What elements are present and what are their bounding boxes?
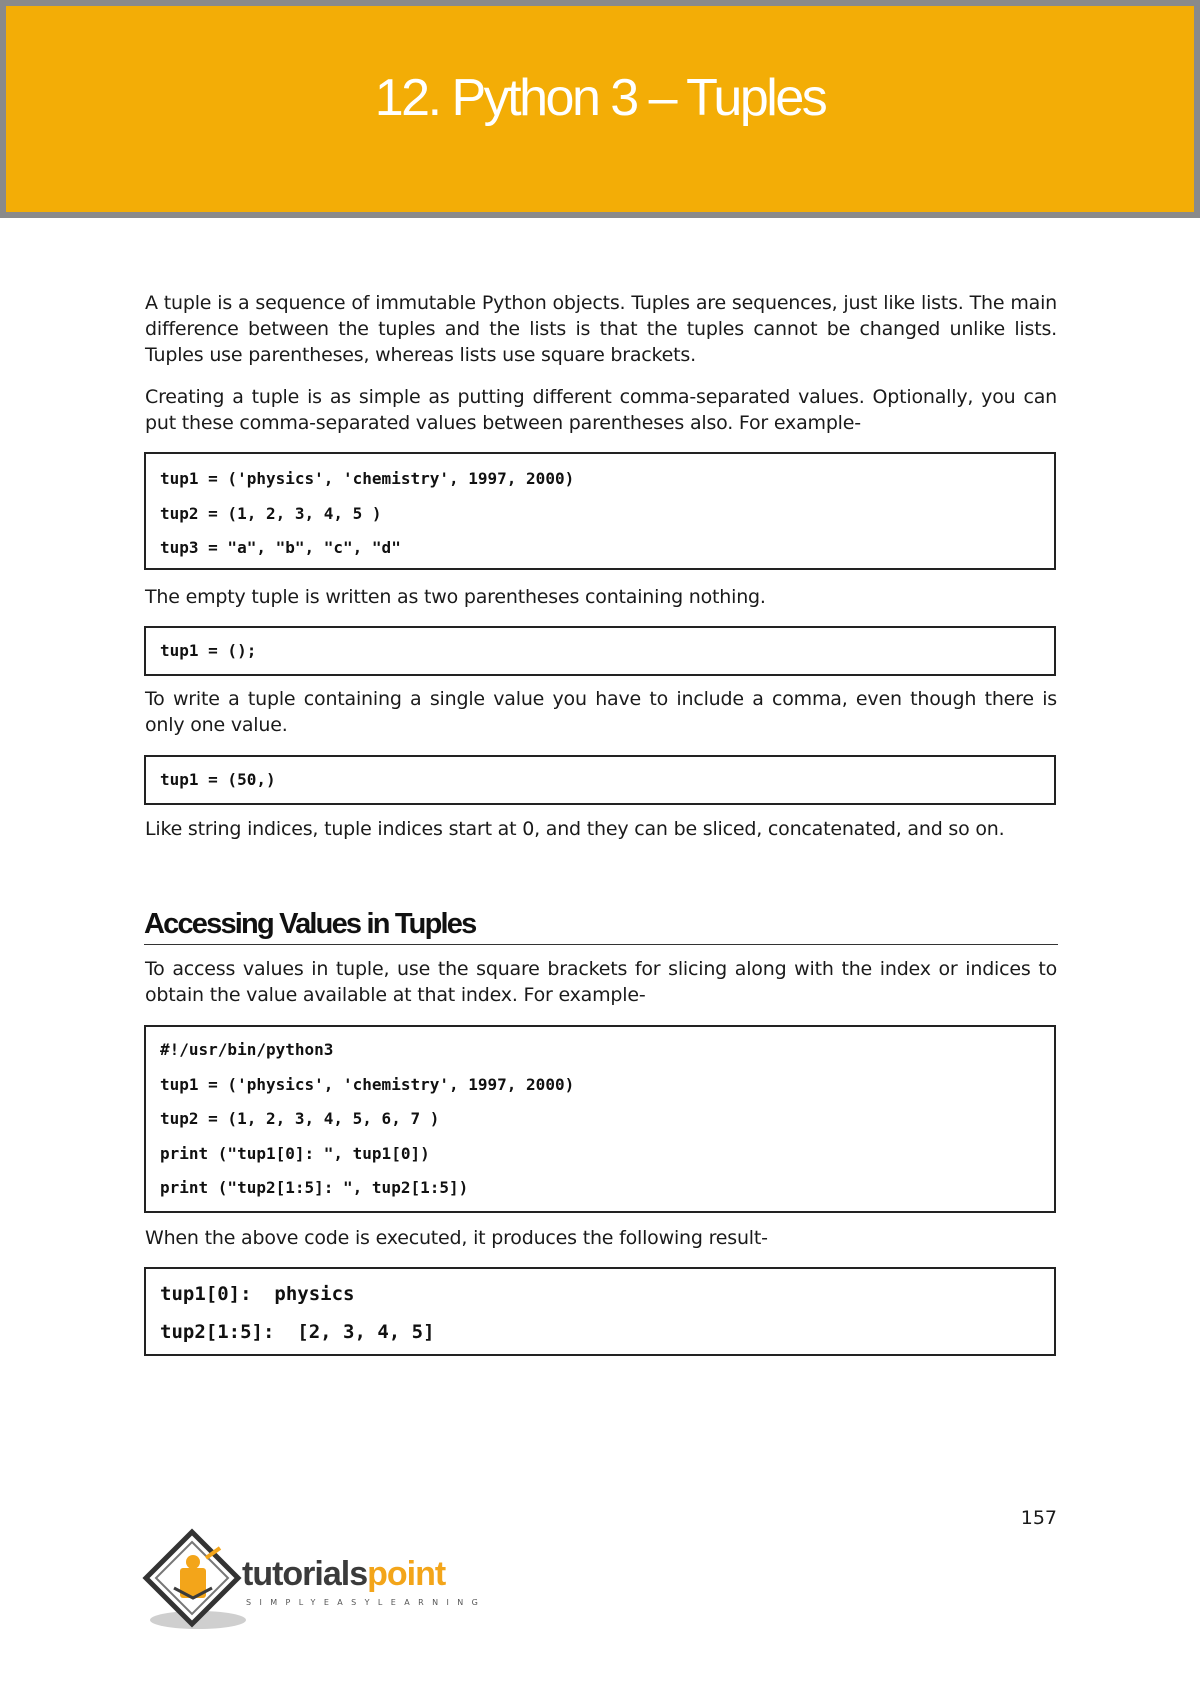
logo-wordmark	[242, 1554, 445, 1594]
code-line: tup1 = ('physics', 'chemistry', 1997, 2000)	[160, 1074, 575, 1094]
code-line: tup2 = (1, 2, 3, 4, 5 )	[160, 503, 382, 523]
page-number: 157	[1020, 1507, 1057, 1529]
code-line: print ("tup2[1:5]: ", tup2[1:5])	[160, 1178, 469, 1197]
code-line: tup1 = ();	[160, 641, 257, 660]
intro-text-1: A tuple is a sequence of immutable Python objects. Tuples are sequences, just like lists. The main difference between the tuples and the lists is that the tuples cannot be changed unlike lists. Tuples use parentheses, whereas lists use square brackets.	[145, 292, 1057, 366]
code-block-empty-tuple	[144, 626, 1056, 676]
indices-paragraph	[145, 816, 1057, 842]
code-line: tup3 = "a", "b", "c", "d"	[160, 538, 401, 557]
result-line: tup1[0]: physics	[160, 1283, 355, 1305]
result-paragraph	[145, 1225, 1057, 1251]
result-line: tup2[1:5]: [2, 3, 4, 5]	[160, 1321, 435, 1343]
access-paragraph	[145, 956, 1057, 1008]
code-line: print ("tup1[0]: ", tup1[0])	[160, 1143, 430, 1163]
code-line: tup2 = (1, 2, 3, 4, 5, 6, 7 )	[160, 1109, 440, 1128]
code-line: #!/usr/bin/python3	[160, 1040, 334, 1059]
single-value-text: To write a tuple containing a single value you have to include a comma, even though there is only one value.	[145, 688, 1057, 736]
code-block-access-values	[144, 1025, 1056, 1213]
single-value-paragraph	[145, 686, 1057, 738]
section-heading-accessing-values: Accessing Values in Tuples	[144, 904, 1058, 945]
code-block-create-tuples	[144, 452, 1056, 570]
code-line: tup1 = ('physics', 'chemistry', 1997, 2000)	[160, 469, 575, 488]
logo-word-orange: point	[367, 1555, 446, 1593]
code-block-result	[144, 1267, 1056, 1356]
empty-tuple-text: The empty tuple is written as two parentheses containing nothing.	[145, 586, 766, 608]
access-text: To access values in tuple, use the square brackets for slicing along with the index or indices to obtain the value available at that index. For example-	[145, 958, 1057, 1006]
intro-paragraph-1	[145, 290, 1057, 368]
intro-paragraph-2	[145, 384, 1057, 436]
logo-tagline: SIMPLYEASYLEARNING	[246, 1598, 487, 1607]
logo-diamond-icon	[140, 1528, 246, 1634]
code-line: tup1 = (50,)	[160, 770, 276, 789]
indices-text: Like string indices, tuple indices start at 0, and they can be sliced, concatenated, and so on.	[145, 818, 1005, 840]
result-intro-text: When the above code is executed, it produces the following result-	[145, 1227, 768, 1249]
empty-tuple-paragraph	[145, 584, 1057, 610]
tutorialspoint-logo	[140, 1528, 490, 1634]
chapter-title: 12. Python 3 – Tuples	[374, 69, 826, 127]
intro-text-2: Creating a tuple is as simple as putting different comma-separated values. Optionally, you can put these comma-separated values between parentheses also. For example-	[145, 386, 1057, 434]
chapter-header	[0, 0, 1200, 218]
logo-word-dark: tutorials	[242, 1555, 368, 1593]
code-block-single-tuple	[144, 755, 1056, 805]
